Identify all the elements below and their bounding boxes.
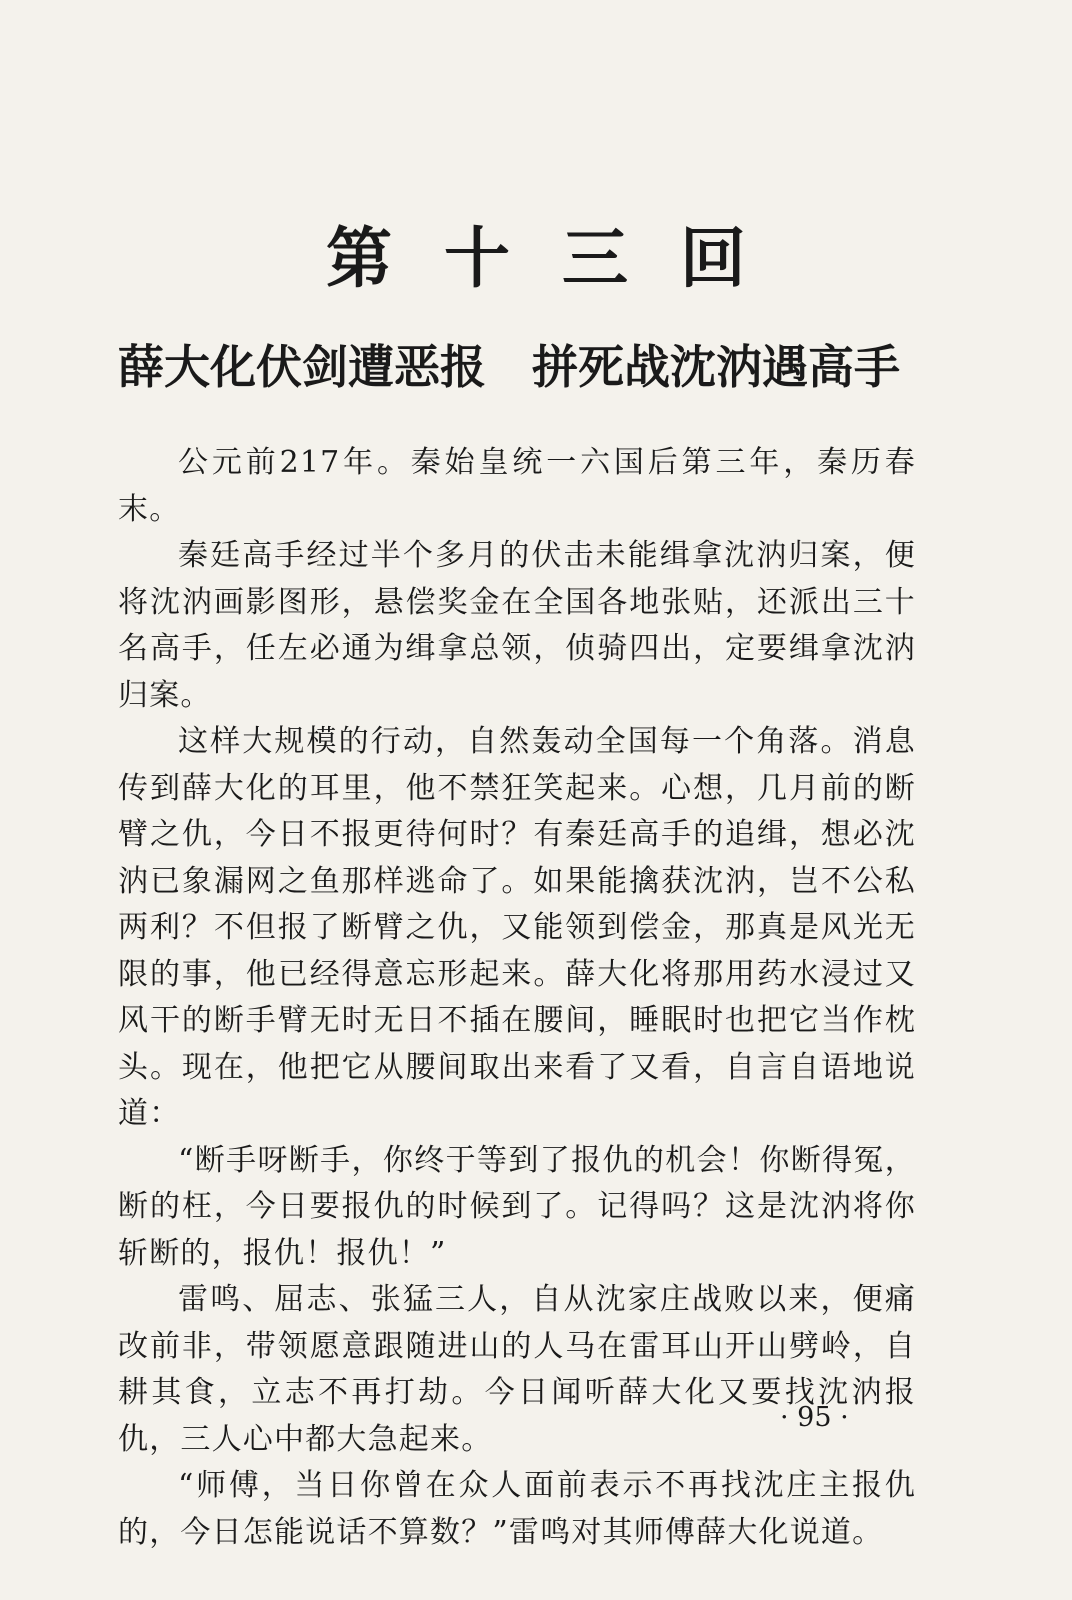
- chapter-number: 第十三回: [326, 219, 798, 297]
- chapter-body: [118, 440, 916, 1556]
- paragraph: 公元前217年。秦始皇统一六国后第三年，秦历春末。: [118, 445, 916, 527]
- paragraph: 这样大规模的行动，自然轰动全国每一个角落。消息传到薛大化的耳里，他不禁狂笑起来。心想，几月前的断臂之仇，今日不报更待何时？有秦廷高手的追缉，想必沈汭已象漏网之鱼那样逃命了。如果能擒获沈汭，岂不公私两利？不但报了断臂之仇，又能领到偿金，那真是风光无限的事，他已经得意忘形起来。薛大化将那用药水浸过又风干的断手臂无时无日不插在腰间，睡眠时也把它当作枕头。现在，他把它从腰间取出来看了又看，自言自语地说道：: [118, 724, 916, 1131]
- page-number: · 95 ·: [780, 1402, 849, 1433]
- paragraph: “师傅，当日你曾在众人面前表示不再找沈庄主报仇的，今日怎能说话不算数？”雷鸣对其师傅薛大化说道。: [118, 1468, 916, 1550]
- paragraph: 雷鸣、屈志、张猛三人，自从沈家庄战败以来，便痛改前非，带领愿意跟随进山的人马在雷耳山开山劈岭，自耕其食，立志不再打劫。今日闻听薛大化又要找沈汭报仇，三人心中都大急起来。: [118, 1282, 916, 1457]
- chapter-title: 薛大化伏剑遭恶报 拼死战沈汭遇高手: [118, 340, 900, 394]
- paragraph: 秦廷高手经过半个多月的伏击未能缉拿沈汭归案，便将沈汭画影图形，悬偿奖金在全国各地张贴，还派出三十名高手，任左必通为缉拿总领，侦骑四出，定要缉拿沈汭归案。: [118, 538, 916, 713]
- paragraph: “断手呀断手，你终于等到了报仇的机会！你断得冤，断的枉，今日要报仇的时候到了。记得吗？这是沈汭将你斩断的，报仇！报仇！”: [118, 1142, 916, 1271]
